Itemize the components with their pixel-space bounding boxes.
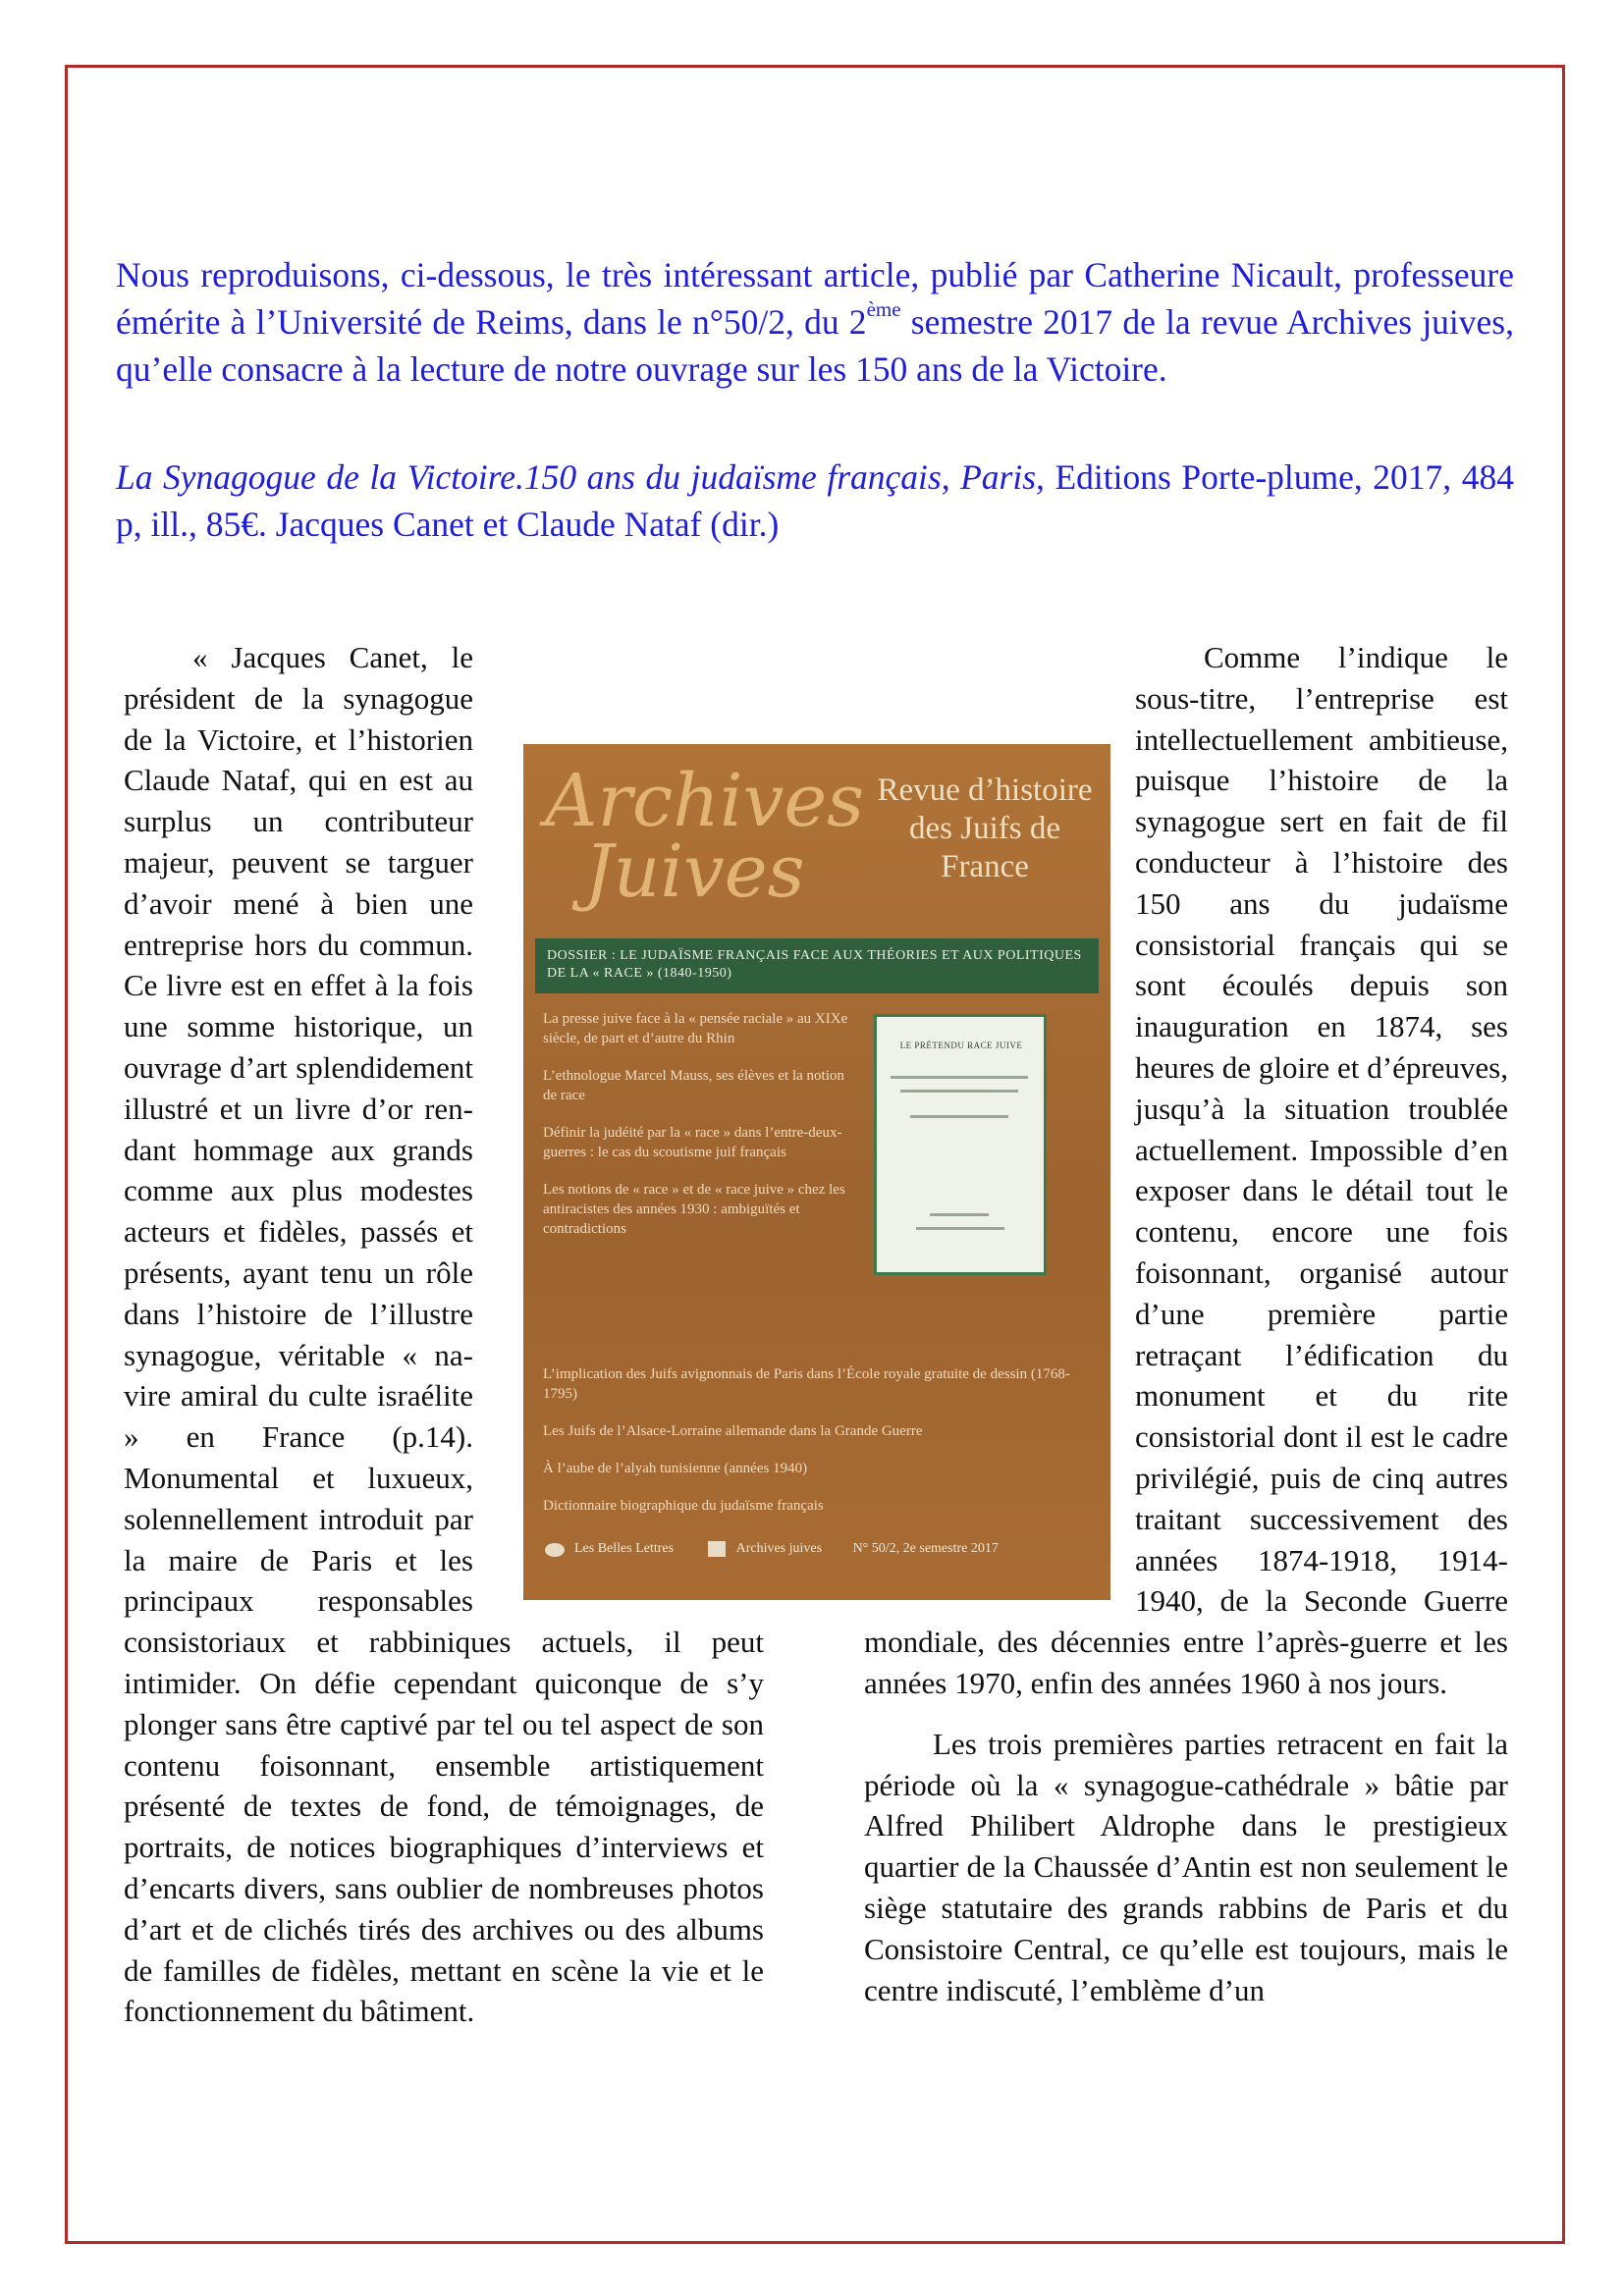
cover-item: Les notions de « race » et de « race juive » chez les antiracistes des années 1930 : ambiguïtés et contradictions bbox=[543, 1182, 845, 1237]
journal-logo-icon bbox=[705, 1540, 729, 1558]
cover-title bbox=[545, 759, 869, 914]
cover-title-line2: Juives bbox=[584, 829, 805, 914]
cover-item: Dictionnaire biographique du judaïsme français bbox=[543, 1498, 824, 1514]
doc-line bbox=[910, 1115, 1008, 1118]
cover-item: À l’aube de l’alyah tunisienne (années 1940) bbox=[543, 1461, 808, 1476]
cover-item: Les Juifs de l’Alsace-Lorraine allemande dans la Grande Guerre bbox=[543, 1423, 923, 1439]
right-paragraph-2: Les trois premières parties retracent en fait la période où la « synagogue-cathédrale » bâtie par Alfred Philibert Aldrophe dans le prestigieux quartier de la Chaussée d’Antin est non seulement le siège statutaire des grands rabbins de Paris et du Consistoire Central, ce qu’elle est toujours, mais le centre indiscuté, l’emblème d’un bbox=[864, 1726, 1508, 2007]
intro-superscript: ème bbox=[866, 297, 901, 321]
cover-title-line1: Archives bbox=[545, 759, 865, 843]
doc-line bbox=[930, 1213, 989, 1216]
right-paragraph-1: Comme l’indique le sous-titre, l’entreprise est intellectuellement ambitieuse, puisque l’histoire de la synagogue sert en fait de fil conducteur à l’histoire des 150 ans du judaïsme consistorial français qui se sont écoulés depuis son inauguration en 1874, ses heures de gloire et d’épreuves, jusqu’à la situation troublée actuellement. Impossible d’en exposer dans le détail tout le contenu, encore une fois foisonnant, organisé autour d’une première partie retraçant l’édification du monument et du rite consistorial dont il est le cadre privilégié, puis de cinq autres traitant successivement des années 1874-1918, 1914-1940, de la Seconde Guerre mondiale, des décennies entre l’après-guerre et les années 1970, enfin des années 1960 à nos jours. bbox=[864, 640, 1508, 1700]
cover-item: La presse juive face à la « pensée raciale » au XIXe siècle, de part et d’autre du Rhin bbox=[543, 1011, 848, 1046]
cover-subtitle: Revue d’histoire des Juifs de France bbox=[877, 773, 1093, 884]
journal-cover-image bbox=[523, 744, 1110, 1600]
owl-logo-icon bbox=[543, 1540, 567, 1558]
cover-publisher: Les Belles Lettres bbox=[574, 1541, 675, 1556]
cover-dossier-band: DOSSIER : LE JUDAÏSME FRANÇAIS FACE AUX THÉORIES ET AUX POLITIQUES DE LA « RACE » (1840-1950) bbox=[535, 938, 1099, 993]
cover-item: L’ethnologue Marcel Mauss, ses élèves et la notion de race bbox=[543, 1068, 844, 1103]
cover-imprint: Archives juives bbox=[735, 1541, 823, 1556]
book-details: Editions Porte-plume, 2017, 484 p, ill., 85€. Jacques Canet et Claude Nataf (dir.) bbox=[116, 457, 1514, 544]
left-paragraph: « Jacques Canet, le président de la synagogue de la Victoire, et l’historien Claude Nataf, qui en est au surplus un contributeur majeur, peuvent se targuer d’avoir mené à bien une entreprise hors du commun. Ce livre est en effet à la fois une somme historique, un ouvrage d’art splendidement illustré et un livre d’or rendant hommage aux grands comme aux plus modestes acteurs et fidèles, passés et présents, ayant tenu un rôle dans l’histoire de l’illustre synagogue, véritable « navire amiral du culte israélite » en France (p.14). Monumental et luxueux, solennellement introduit par la maire de Paris et les principaux responsables consistoriaux et rabbiniques actuels, il peut intimider. On défie cependant quiconque de s’y plonger sans être captivé par tel ou tel aspect de son contenu foisonnant, ensemble artistiquement présenté de textes de fond, de témoignages, de portraits, de notices biographiques d’interviews et d’encarts divers, sans oublier de nombreuses photos d’art et de clichés tirés des archives ou des albums de familles de fidèles, mettant en scène la vie et le fonctionnement du bâtiment. bbox=[124, 640, 764, 2029]
intro-paragraph bbox=[116, 251, 1514, 393]
cover-item: L’implication des Juifs avignonnais de Paris dans l’École royale gratuite de dessin (1768-1795) bbox=[543, 1366, 1070, 1402]
document-title: LE PRÉTENDU RACE JUIVE bbox=[899, 1041, 1023, 1050]
book-title: La Synagogue de la Victoire.150 ans du judaïsme français, Paris, bbox=[116, 457, 1045, 497]
intro-text-continued: semestre 2017 de la revue Archives juives, qu’elle consacre à la lecture de notre ouvrage sur les 150 ans de la Victoire. bbox=[116, 302, 1514, 389]
cover-items-full bbox=[543, 1364, 1093, 1533]
cover-item: Définir la judéité par la « race » dans l’entre-deux-guerres : le cas du scoutisme juif français bbox=[543, 1125, 842, 1160]
book-reference bbox=[116, 454, 1514, 548]
cover-document-thumbnail bbox=[874, 1014, 1047, 1275]
cover-items bbox=[543, 1009, 857, 1256]
intro-text: Nous reproduisons, ci-dessous, le très intéressant article, publié par Catherine Nicault, professeure émérite à l’Université de Reims, dans le n°50/2, du 2 bbox=[116, 255, 1514, 342]
doc-line bbox=[891, 1076, 1028, 1079]
doc-line bbox=[900, 1090, 1018, 1093]
cover-footer bbox=[543, 1539, 1093, 1559]
cover-issue: N° 50/2, 2e semestre 2017 bbox=[852, 1541, 999, 1556]
doc-line bbox=[916, 1227, 1004, 1230]
